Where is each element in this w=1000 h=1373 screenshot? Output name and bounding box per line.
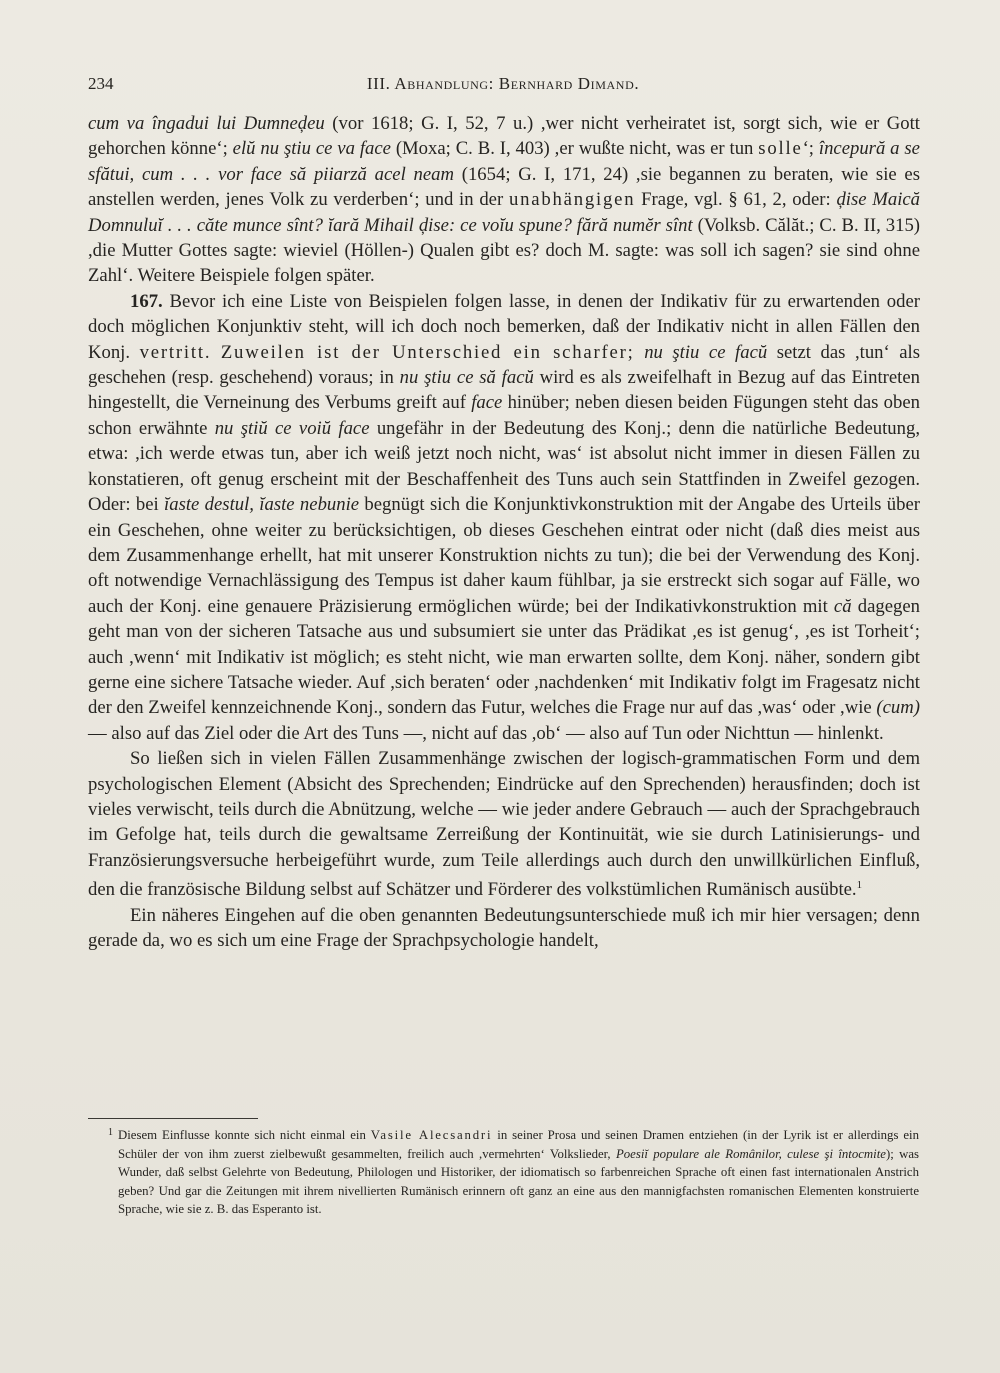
text-run: ungefähr in der Bedeutung des Konj.; denn die natürliche Bedeutung, etwa: ,ich werde etwas tun, aber ich weiß jetzt noch nicht, was‘ ist absolut nicht immer in diesen Fällen zu konstatieren, oft genug erscheint mit der Beschaffenheit des Tuns auch sein Stattfinden in Zweifel gezogen. Oder: bei (88, 417, 920, 516)
spaced-run: vertritt. (139, 341, 212, 363)
text-run: — also auf das Ziel oder die Art des Tuns —, nicht auf das ,ob‘ — also auf Tun oder Nichttun — hinlenkt. (88, 722, 884, 744)
text-run: Frage, vgl. § 61, 2, oder: (635, 189, 837, 211)
text-run: (Volksb. Călăt.; C. B. II, 315) ,die Mutter Gottes sagte: wieviel (Höllen-) Qualen gibt es? doch M. sagte: was soll ich sagen? sie sind ohne Zahl‘. Weitere Beispiele folgen später. (88, 214, 921, 287)
main-text (88, 111, 920, 954)
paragraph (88, 903, 920, 954)
italic-run: ḑise Maică Domnuluĭ . . . căte munce sînt? ĭară Mihail ḑise: ce voĭu spune? fără numĕr sînt (88, 189, 921, 236)
text-run: Bevor ich eine Liste von Beispielen folgen lasse, in denen der Indikativ für zu erwartenden oder doch möglichen Konjunktiv steht, will ich doch noch bemerken, daß der Indikativ nicht in allen Fällen den Konj. (88, 290, 920, 363)
text-run: So ließen sich in vielen Fällen Zusammenhänge zwischen der logisch-grammatischen Form und dem psychologischen Element (Absicht des Sprechenden; Eindrücke auf den Sprechenden) herausfinden; doch ist vieles verwischt, teils durch die Abnützung, welche — wie jeder andere Gebrauch — auch der Sprachgebrauch im Gefolge hat, teils durch die gewaltsame Zerreißung der Kontinuität, wie sie durch Latinisierungs- und Französierungsversuche herbeigeführt wurde, zum Teile allerdings auch durch den unwillkürlichen Einfluß, den die französische Bildung selbst auf Schätzer und Förderer des volkstümlichen Rumänisch ausübte. (88, 748, 920, 901)
paragraph (88, 111, 920, 289)
text-run: ‘; (802, 138, 819, 160)
text-run (635, 342, 645, 363)
italic-run: că (833, 595, 852, 617)
spaced-run: Vasile Alecsandri (370, 1128, 493, 1142)
italic-run: (cum) (876, 697, 920, 719)
italic-run: Poesiĭ populare ale Românilor, culese şi întocmite (615, 1146, 886, 1161)
running-head: III. Abhandlung: Bernhard Dimand. (366, 74, 640, 93)
italic-run: începură a se sfătui, cum . . . vor face să piiarză acel neam (88, 138, 920, 185)
spaced-run: solle (758, 138, 803, 160)
footnote (108, 1126, 920, 1219)
paragraph (88, 746, 920, 903)
spaced-run: Zuweilen ist der Unterschied ein scharfer; (220, 341, 635, 363)
footnote-text (118, 1126, 919, 1219)
text-run: in seiner Prosa und seinen Dramen entziehen (in der Lyrik ist er allerdings ein Schüler der von ihm zuerst zielbewußt gesammelten, freilich auch ,vermehrten‘ Volkslieder, (118, 1128, 919, 1161)
italic-run: elŭ nu ştiu ce va face (232, 138, 391, 160)
italic-run: nu ştiu ce facŭ (644, 341, 768, 363)
text-run: Diesem Einflusse konnte sich nicht einmal ein (118, 1128, 371, 1142)
text-run: dagegen geht man von der sicheren Tatsache aus und subsumiert sie unter das Prädikat ,es ist genug‘, ,es ist Torheit‘; auch ,wenn‘ mit Indikativ ist möglich; es steht nicht, wie man erwarten sollte, dem Konj. näher, sondern gibt gerne eine sichere Tatsache wieder. Auf ,sich beraten‘ oder ,nachdenken‘ mit Indikativ folgt im Fragesatz nicht der den Zweifel kennzeichnende Konj., sondern das Futur, welches die Frage nur auf das ,was‘ oder ,wie (88, 595, 920, 719)
text-run: begnügt sich die Konjunktivkonstruktion mit der Angabe des Urteils über ein Geschehen, ohne weiter zu berücksichtigen, ob dieses Geschehen eintrat oder nicht (daß dies meist aus dem Zusammenhange erhellt, hat mit unserer Konstruktion nichts zu tun); die bei der Verwendung des Konj. oft notwendige Vernachlässigung des Tempus ist daher kaum fühlbar, ja sie erstreckt sich sogar auf Fälle, wo auch der Konj. eine genauere Präzisierung ermöglichen würde; bei der Indikativkonstruktion mit (88, 494, 920, 617)
text-run: (vor 1618; G. I, 52, 7 u.) ,wer nicht verheiratet ist, sorgt sich, wie er Gott gehorchen könne‘; (88, 113, 920, 160)
text-run: setzt das ,tun‘ als geschehen (resp. geschehend) voraus; in (88, 341, 921, 389)
paragraph (88, 289, 920, 746)
italic-run: face (471, 392, 503, 414)
text-run: (Moxa; C. B. I, 403) ,er wußte nicht, was er tun (390, 138, 759, 160)
text-run: Ein näheres Eingehen auf die oben genannten Bedeutungsunterschiede muß ich mir hier versagen; denn gerade da, wo es sich um eine Frage der Sprachpsychologie handelt, (88, 904, 920, 952)
page-number: 234 (88, 74, 114, 93)
spaced-run: unabhängigen (508, 189, 636, 211)
italic-run: nu ştiu ce să facŭ (399, 367, 534, 389)
italic-run: nu ştiŭ ce voiŭ face (214, 417, 370, 439)
text-run: (1654; G. I, 171, 24) ,sie begannen zu beraten, wie sie es anstellen werden, jenes Volk zu verderben‘; und in der (88, 163, 920, 211)
text-run (211, 342, 221, 363)
footnote-marker: 1 (108, 1127, 113, 1138)
italic-run: cum va îngadui lui Dumneḑeu (88, 113, 325, 134)
footnote-divider (88, 1118, 258, 1119)
page-header (88, 74, 918, 100)
section-number: 167. (130, 290, 163, 312)
footnote-reference: 1 (856, 879, 863, 892)
italic-run: ĭaste destul, ĭaste nebunie (164, 494, 360, 516)
text-run: ); was Wunder, daß selbst Gelehrte von Bedeutung, Philologen und Historiker, der idiomatisch so farbenreichen Sprache oft einen fast internationalen Anstrich geben? Und gar die Zeitungen mit ihrem nivellierten Rumänisch erinnern oft ganz an eine aus den mannigfachsten romanischen Elementen konstruierte Sprache, wie sie z. B. das Esperanto ist. (118, 1146, 920, 1217)
text-run: wird es als zweifelhaft in Bezug auf das Eintreten hingestellt, die Verneinung des Verbums greift auf (88, 367, 920, 414)
text-run: hinüber; neben diesen beiden Fügungen steht das oben schon erwähnte (88, 392, 920, 439)
